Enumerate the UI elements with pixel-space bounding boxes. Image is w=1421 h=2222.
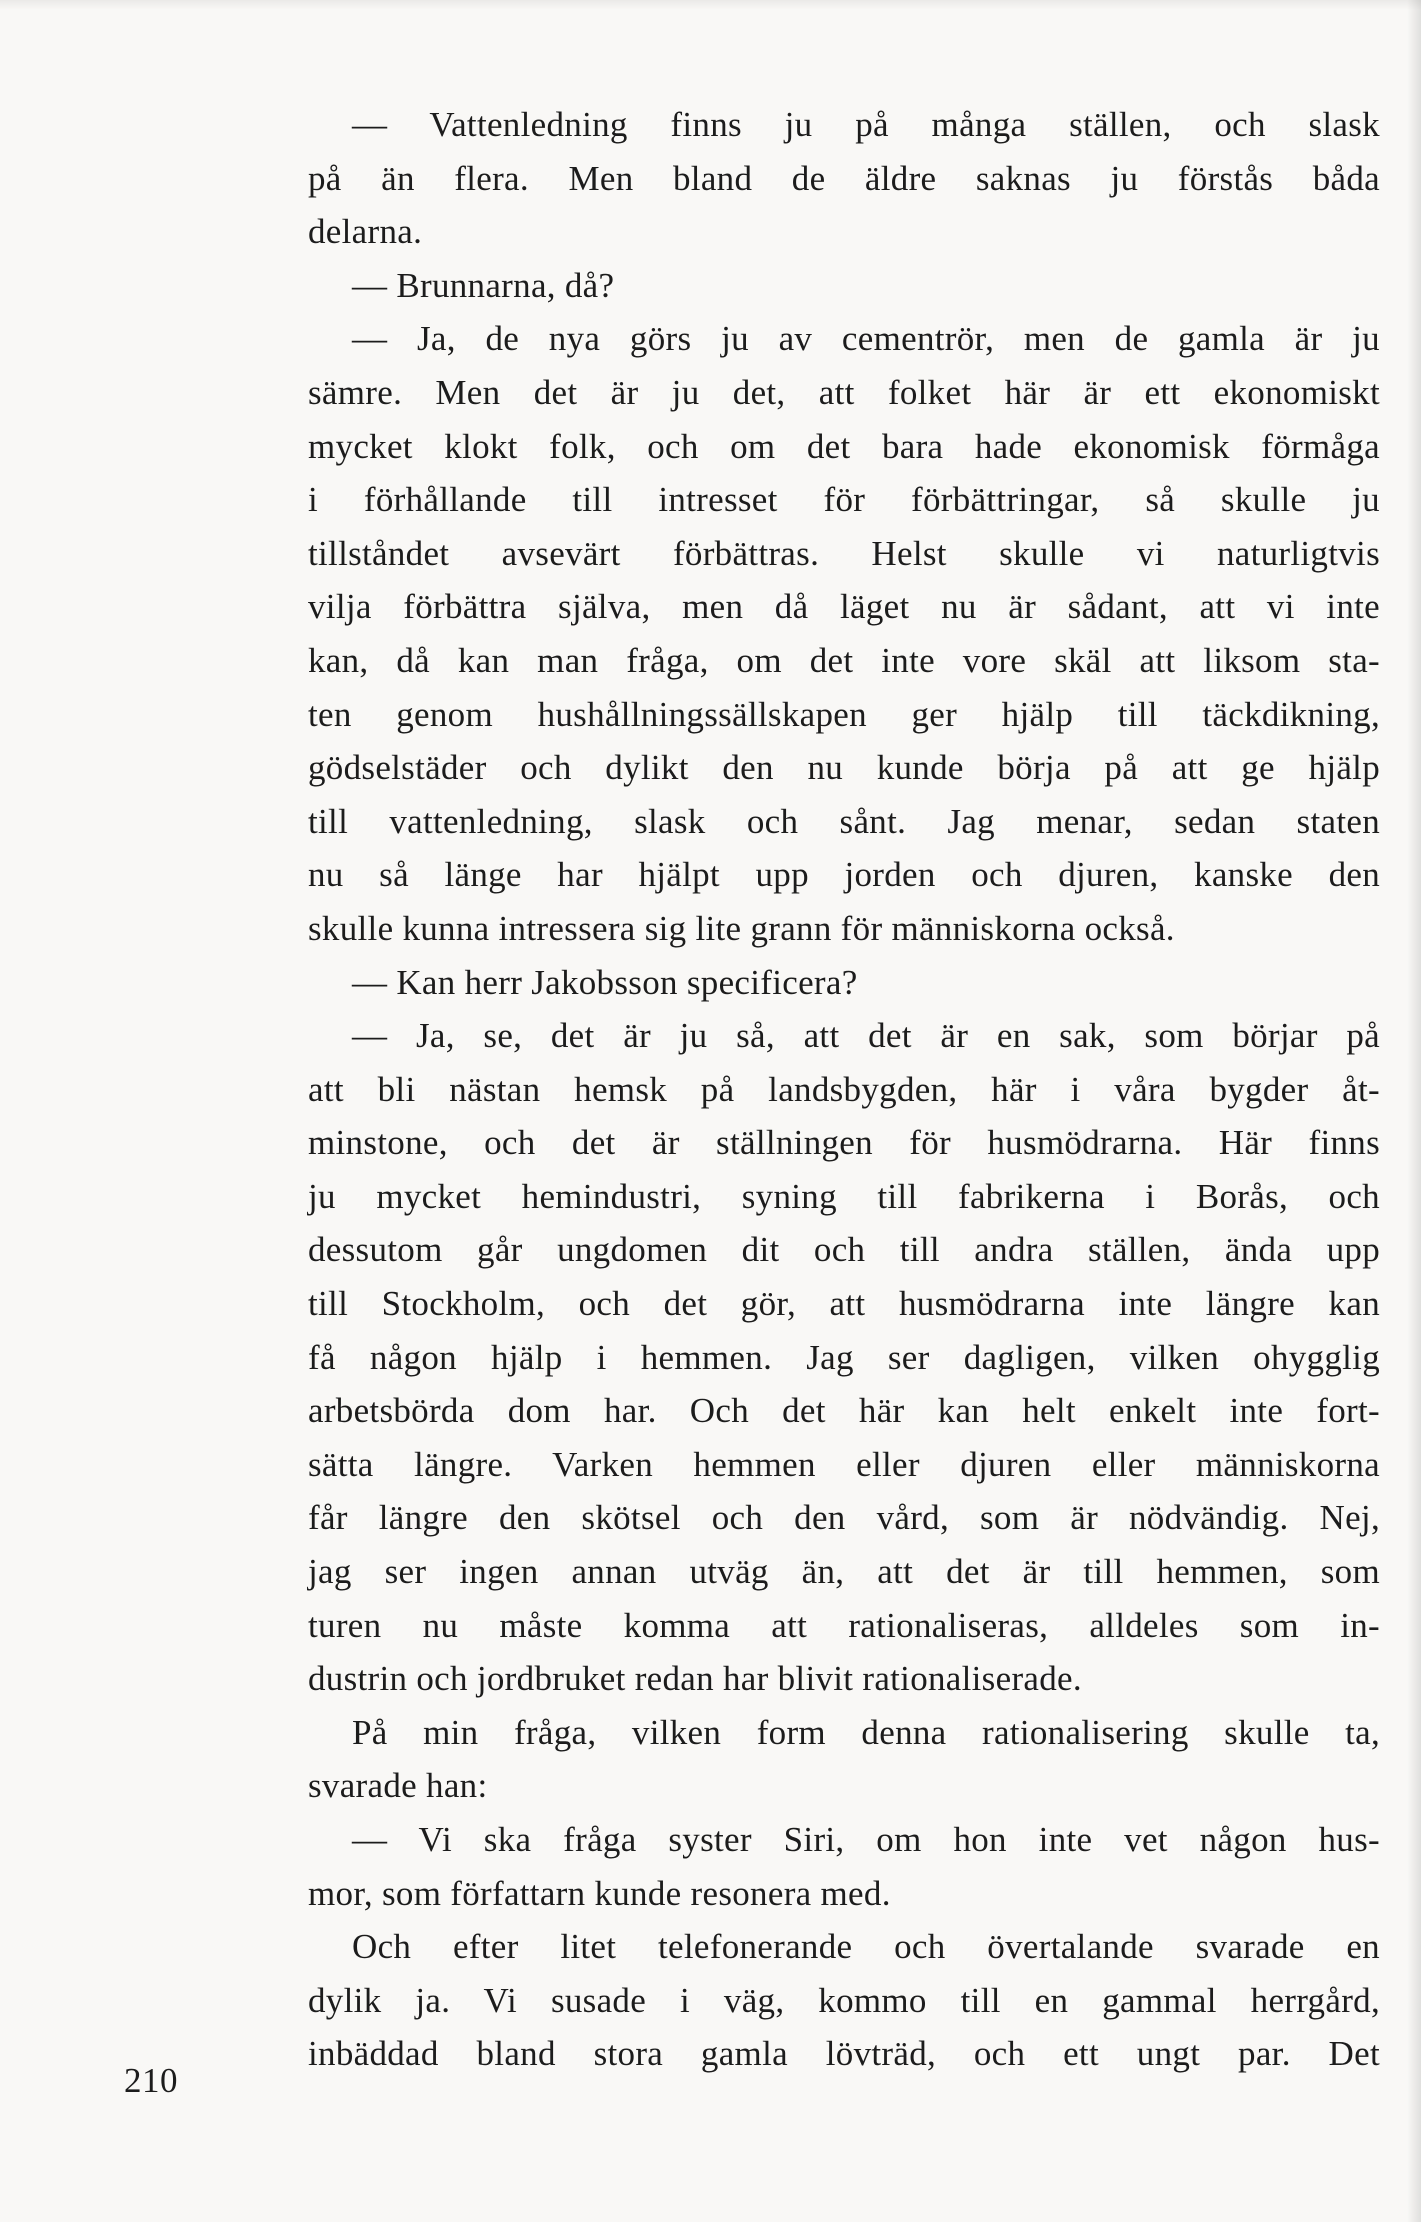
text-line: att bli nästan hemsk på landsbygden, här i våra bygder åt- [308, 1069, 1380, 1109]
text-line: sämre. Men det är ju det, att folket här är ett ekonomiskt [308, 372, 1380, 412]
text-line: — Brunnarna, då? [352, 265, 615, 305]
text-line: gödselstäder och dylikt den nu kunde börja på att ge hjälp [308, 748, 1380, 788]
text-line: sätta längre. Varken hemmen eller djuren eller människorna [308, 1444, 1380, 1484]
text-line: minstone, och det är ställningen för husmödrarna. Här finns [308, 1123, 1380, 1163]
text-line: ten genom hushållningssällskapen ger hjälp till täckdikning, [308, 694, 1380, 734]
text-line: Och efter litet telefonerande och övertalande svarade en [352, 1927, 1380, 1967]
text-line: — Vi ska fråga syster Siri, om hon inte vet någon hus- [352, 1820, 1380, 1859]
text-line: ju mycket hemindustri, syning till fabrikerna i Borås, och [308, 1176, 1380, 1216]
text-line: i förhållande till intresset för förbättringar, så skulle ju [308, 480, 1380, 520]
text-line: tillståndet avsevärt förbättras. Helst skulle vi naturligtvis [308, 533, 1380, 573]
page-edge-shadow [1407, 0, 1421, 2222]
text-line: på än flera. Men bland de äldre saknas ju förstås båda [308, 158, 1380, 198]
text-line: — Kan herr Jakobsson specificera? [352, 962, 858, 1002]
text-line: skulle kunna intressera sig lite grann för människorna också. [308, 908, 1175, 948]
text-line: — Vattenledning finns ju på många ställen, och slask [352, 105, 1380, 144]
text-line: dessutom går ungdomen dit och till andra ställen, ända upp [308, 1230, 1380, 1270]
text-line: dustrin och jordbruket redan har blivit rationaliserade. [308, 1659, 1082, 1699]
text-line: dylik ja. Vi susade i väg, kommo till en gammal herrgård, [308, 1980, 1380, 2020]
text-line: — Ja, de nya görs ju av cementrör, men de gamla är ju [352, 319, 1380, 359]
text-line: får längre den skötsel och den vård, som är nödvändig. Nej, [308, 1498, 1380, 1538]
text-line: till vattenledning, slask och sånt. Jag menar, sedan staten [308, 801, 1380, 841]
text-line: svarade han: [308, 1766, 488, 1806]
text-line: till Stockholm, och det gör, att husmödrarna inte längre kan [308, 1284, 1380, 1324]
text-line: arbetsbörda dom har. Och det här kan helt enkelt inte fort- [308, 1391, 1380, 1431]
text-line: mor, som författarn kunde resonera med. [308, 1873, 891, 1913]
text-line: få någon hjälp i hemmen. Jag ser dagligen, vilken ohygglig [308, 1337, 1380, 1377]
text-line: delarna. [308, 212, 423, 252]
text-line: kan, då kan man fråga, om det inte vore skäl att liksom sta- [308, 640, 1380, 680]
body-text [308, 98, 1380, 2081]
text-line: turen nu måste komma att rationaliseras, alldeles som in- [308, 1605, 1380, 1645]
page-number: 210 [124, 2061, 178, 2100]
text-line: jag ser ingen annan utväg än, att det är till hemmen, som [308, 1552, 1380, 1592]
text-line: På min fråga, vilken form denna rationalisering skulle ta, [352, 1712, 1380, 1752]
text-line: nu så länge har hjälpt upp jorden och djuren, kanske den [308, 855, 1380, 895]
text-line: inbäddad bland stora gamla lövträd, och ett ungt par. Det [308, 2034, 1380, 2074]
page-top-shadow [0, 0, 1421, 10]
text-line: vilja förbättra själva, men då läget nu är sådant, att vi inte [308, 587, 1380, 627]
text-line: — Ja, se, det är ju så, att det är en sak, som börjar på [352, 1016, 1380, 1056]
text-line: mycket klokt folk, och om det bara hade ekonomisk förmåga [308, 426, 1380, 466]
